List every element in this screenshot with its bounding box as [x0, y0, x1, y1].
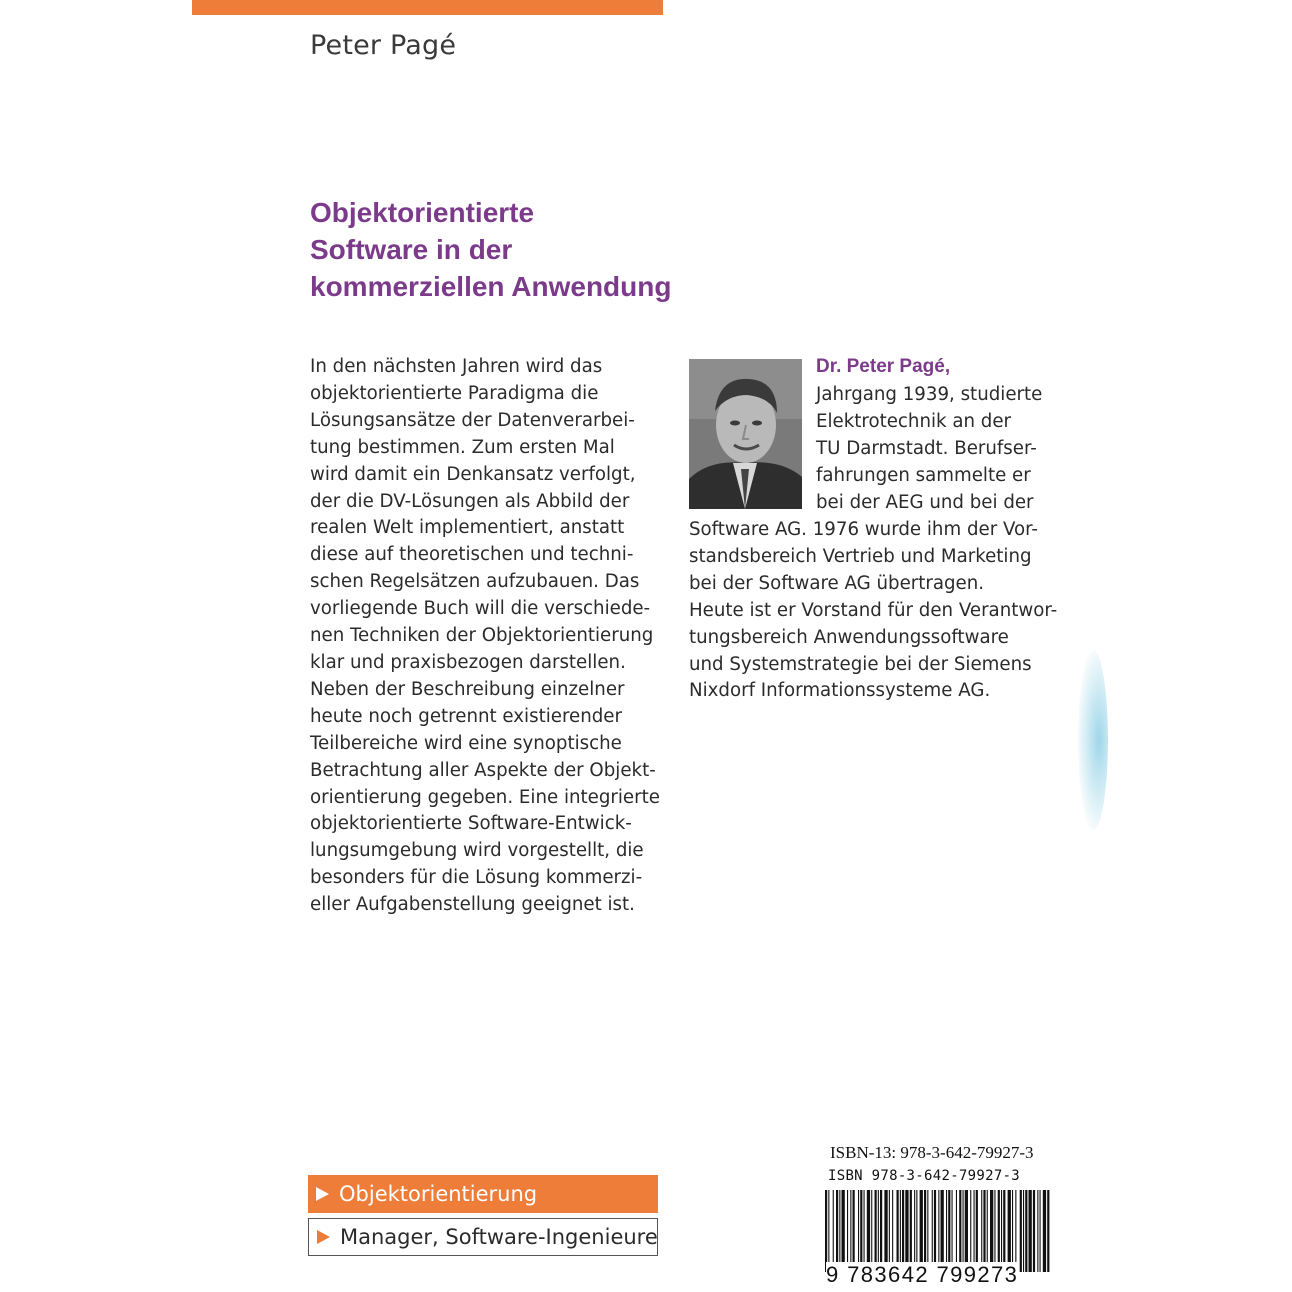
barcode-bar	[924, 1190, 926, 1272]
description-line: klar und praxisbezogen darstellen.	[310, 651, 626, 673]
barcode-bar	[839, 1190, 840, 1272]
description-line: objektorientierte Paradigma die	[310, 382, 599, 404]
barcode-bar	[850, 1190, 851, 1272]
barcode-bar	[910, 1190, 912, 1272]
barcode-bar	[941, 1190, 944, 1272]
bio-line: bei der Software AG übertragen.	[689, 572, 985, 594]
triangle-right-icon	[317, 1230, 330, 1244]
barcode-bar	[889, 1190, 890, 1272]
description-line: wird damit ein Denkansatz verfolgt,	[310, 463, 636, 485]
bio-text-beside-photo	[816, 382, 1042, 517]
barcode-bar	[864, 1190, 865, 1272]
barcode-bar	[1040, 1190, 1041, 1272]
barcode-bar	[987, 1190, 988, 1272]
description-line: schen Regelsätzen aufzubauen. Das	[310, 571, 640, 593]
barcode-bar	[1043, 1190, 1046, 1272]
barcode-bar	[934, 1190, 936, 1272]
author-portrait-icon	[689, 359, 802, 509]
barcode-bar	[1033, 1190, 1035, 1272]
barcode-bar	[905, 1190, 908, 1272]
top-accent-bar	[192, 0, 663, 15]
barcode-bar	[884, 1190, 887, 1272]
barcode-bar	[927, 1190, 928, 1272]
description-line: objektorientierte Software-Entwick-	[310, 813, 632, 835]
subject-tag-primary	[308, 1175, 658, 1213]
description-line: der die DV-Lösungen als Abbild der	[310, 490, 630, 512]
barcode-bar	[981, 1190, 982, 1272]
barcode-bar	[878, 1190, 879, 1272]
barcode-bar	[847, 1190, 848, 1272]
barcode-bar	[920, 1190, 923, 1272]
barcode-bar	[1029, 1190, 1032, 1272]
barcode-bar	[1015, 1190, 1016, 1272]
bio-line: fahrungen sammelte er	[816, 464, 1031, 486]
barcode-bar	[963, 1190, 964, 1272]
author-photo	[689, 359, 802, 509]
description-line: Lösungsansätze der Datenverarbei-	[310, 409, 635, 431]
barcode-bar	[1003, 1190, 1005, 1272]
barcode-bar	[836, 1190, 838, 1272]
title-line: Objektorientierte	[310, 197, 535, 228]
barcode-bar	[916, 1190, 917, 1272]
book-description	[310, 354, 670, 919]
barcode-bar	[990, 1190, 993, 1272]
barcode-digits: 9 783642 799273	[826, 1262, 1019, 1287]
isbn-barcode-label: ISBN 978-3-642-79927-3	[828, 1168, 1021, 1184]
barcode-bar	[998, 1190, 1000, 1272]
barcode-bar	[1023, 1190, 1024, 1272]
barcode-bar	[974, 1190, 975, 1272]
barcode-bar	[825, 1190, 827, 1272]
bio-line: Jahrgang 1939, studierte	[816, 384, 1043, 405]
barcode	[823, 1190, 1051, 1272]
barcode-bar	[946, 1190, 947, 1272]
bio-line: Heute ist er Vorstand für den Verantwor-	[689, 599, 1058, 621]
bio-line: TU Darmstadt. Berufser-	[816, 437, 1037, 459]
description-line: realen Welt implementiert, anstatt	[310, 517, 625, 539]
barcode-bar	[902, 1190, 904, 1272]
description-line: Betrachtung aller Aspekte der Objekt-	[310, 759, 656, 781]
barcode-bar	[1008, 1190, 1011, 1272]
isbn-13-label: ISBN-13: 978-3-642-79927-3	[830, 1143, 1034, 1162]
barcode-bar	[880, 1190, 882, 1272]
title-line: Software in der	[310, 234, 513, 265]
bio-author-name: Dr. Peter Pagé,	[816, 356, 951, 377]
subject-tag-label: Objektorientierung	[339, 1182, 538, 1206]
barcode-bar	[976, 1190, 978, 1272]
barcode-bar	[938, 1190, 939, 1272]
description-line: besonders für die Lösung kommerzi-	[310, 867, 643, 889]
description-line: tung bestimmen. Zum ersten Mal	[310, 436, 615, 458]
description-line: heute noch getrennt existierender	[310, 705, 622, 727]
barcode-bar	[1001, 1190, 1002, 1272]
barcode-bar	[892, 1190, 893, 1272]
barcode-bar	[1025, 1190, 1027, 1272]
barcode-bar	[948, 1190, 950, 1272]
description-line: In den nächsten Jahren wird das	[310, 356, 603, 377]
description-line: Teilbereiche wird eine synoptische	[310, 732, 622, 754]
barcode-bar	[1012, 1190, 1013, 1272]
barcode-bar	[871, 1190, 872, 1272]
barcode-bar	[994, 1190, 995, 1272]
barcode-bar	[1047, 1190, 1049, 1272]
barcode-bar	[828, 1190, 829, 1272]
barcode-bar	[1020, 1190, 1022, 1272]
title-line: kommerziellen Anwendung	[310, 271, 672, 302]
barcode-bar	[833, 1190, 834, 1272]
barcode-bar	[875, 1190, 877, 1272]
barcode-bar	[952, 1190, 953, 1272]
triangle-right-icon	[316, 1187, 329, 1201]
decorative-glow	[1078, 650, 1108, 830]
barcode-bar	[959, 1190, 961, 1272]
barcode-bar	[842, 1190, 845, 1272]
book-title	[310, 194, 790, 305]
barcode-bar	[983, 1190, 985, 1272]
barcode-bar	[914, 1190, 915, 1272]
barcode-bar	[897, 1190, 899, 1272]
description-line: diese auf theoretischen und techni-	[310, 544, 634, 566]
description-line: orientierung gegeben. Eine integrierte	[310, 786, 660, 808]
bio-line: Elektrotechnik an der	[816, 410, 1012, 432]
barcode-bar	[867, 1190, 870, 1272]
description-line: lungsumgebung wird vorgestellt, die	[310, 840, 644, 862]
audience-tag-label: Manager, Software-Ingenieure	[340, 1225, 658, 1249]
description-line: eller Aufgabenstellung geeignet ist.	[310, 894, 635, 916]
barcode-bar	[900, 1190, 901, 1272]
barcode-bar	[1037, 1190, 1038, 1272]
barcode-bar	[853, 1190, 855, 1272]
bio-line: bei der AEG und bei der	[816, 491, 1034, 513]
bio-line: Nixdorf Informationssysteme AG.	[689, 680, 991, 702]
bio-line: und Systemstrategie bei der Siemens	[689, 653, 1032, 675]
bio-line: standsbereich Vertrieb und Marketing	[689, 545, 1032, 567]
barcode-bar	[956, 1190, 957, 1272]
barcode-bar	[860, 1190, 862, 1272]
barcode-bar	[970, 1190, 971, 1272]
description-line: Neben der Beschreibung einzelner	[310, 678, 625, 700]
barcode-bar	[932, 1190, 933, 1272]
barcode-bar	[858, 1190, 859, 1272]
bio-line: Software AG. 1976 wurde ihm der Vor-	[689, 519, 1038, 540]
description-line: nen Techniken der Objektorientierung	[310, 625, 654, 647]
description-line: vorliegende Buch will die verschiede-	[310, 598, 651, 620]
bio-text-below-photo	[689, 517, 1057, 705]
author-name: Peter Pagé	[310, 30, 457, 61]
barcode-bar	[965, 1190, 968, 1272]
audience-tag	[308, 1218, 658, 1256]
bio-line: tungsbereich Anwendungssoftware	[689, 626, 1009, 648]
